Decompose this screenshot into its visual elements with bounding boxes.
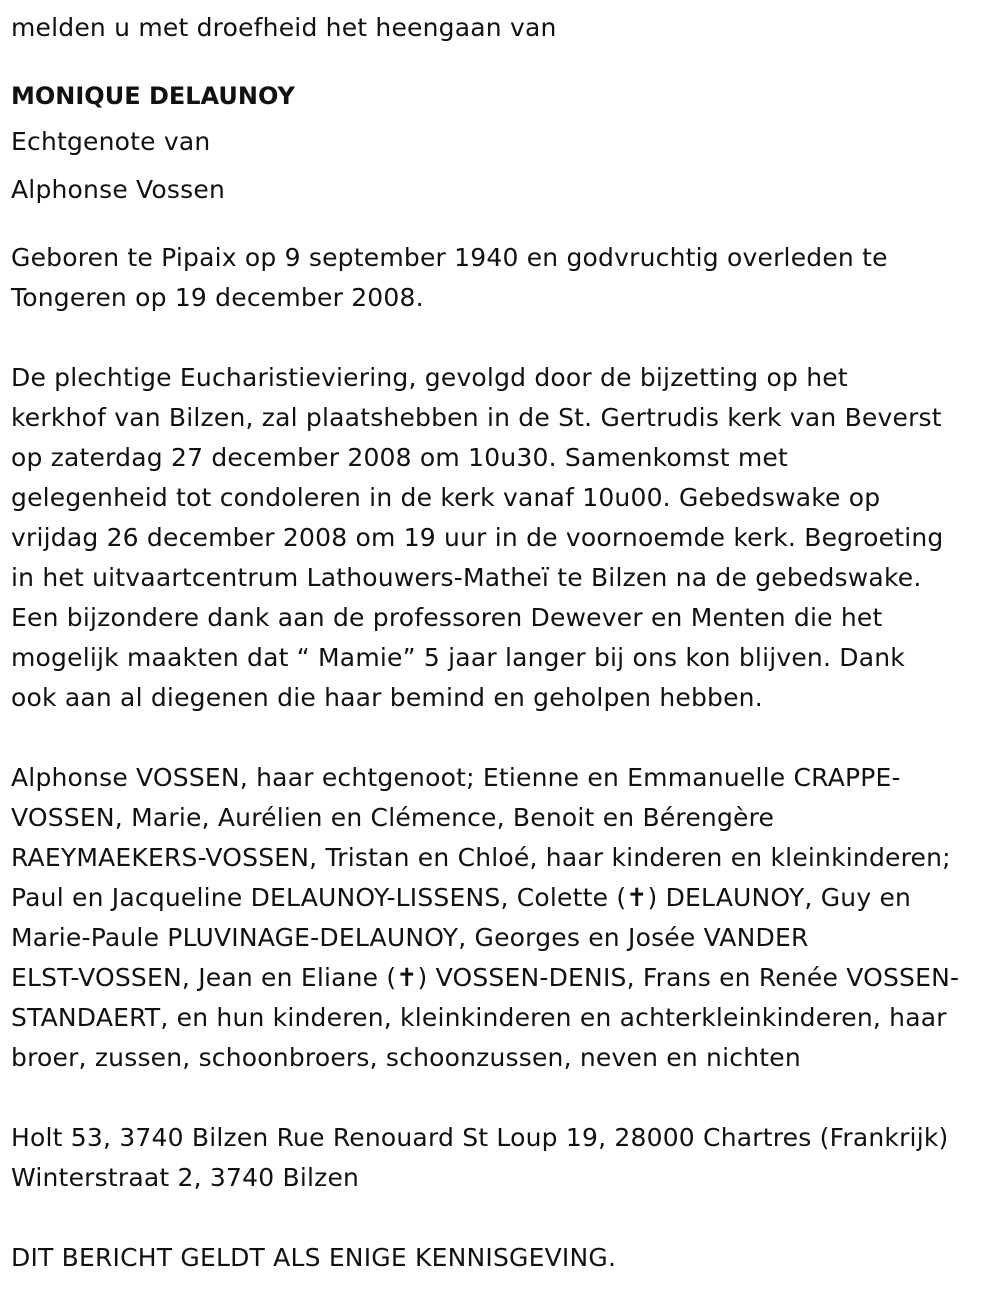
address-line: Holt 53, 3740 Bilzen Rue Renouard St Loup 19, 28000 Chartres (Frankrijk) (11, 1123, 949, 1152)
deceased-name: MONIQUE DELAUNOY (11, 82, 295, 110)
ceremony-line: ook aan al diegenen die haar bemind en geholpen hebben. (11, 683, 763, 712)
family-line: Marie-Paule PLUVINAGE-DELAUNOY, Georges en Josée VANDER (11, 923, 809, 952)
ceremony-line: kerkhof van Bilzen, zal plaatshebben in de St. Gertrudis kerk van Beverst (11, 403, 942, 432)
ceremony-line: vrijdag 26 december 2008 om 19 uur in de voornoemde kerk. Begroeting (11, 523, 944, 552)
ceremony-line: De plechtige Eucharistieviering, gevolgd door de bijzetting op het (11, 363, 848, 392)
intro-line: melden u met droefheid het heengaan van (11, 13, 557, 42)
deceased-section (11, 74, 991, 214)
birth-death-line: Tongeren op 19 december 2008. (11, 283, 424, 312)
birth-death-line: Geboren te Pipaix op 9 september 1940 en godvruchtig overleden te (11, 243, 888, 272)
family-line: broer, zussen, schoonbroers, schoonzussen, neven en nichten (11, 1043, 801, 1072)
ceremony-line: in het uitvaartcentrum Lathouwers-Matheï te Bilzen na de gebedswake. (11, 563, 922, 592)
family-line: VOSSEN, Marie, Aurélien en Clémence, Benoit en Bérengère (11, 803, 775, 832)
closing-statement: DIT BERICHT GELDT ALS ENIGE KENNISGEVING. (11, 1243, 617, 1272)
ceremony-line: gelegenheid tot condoleren in de kerk vanaf 10u00. Gebedswake op (11, 483, 881, 512)
address-line: Winterstraat 2, 3740 Bilzen (11, 1163, 360, 1192)
ceremony-line: mogelijk maakten dat “ Mamie” 5 jaar langer bij ons kon blijven. Dank (11, 643, 905, 672)
family-line: ELST-VOSSEN, Jean en Eliane (✝) VOSSEN-DENIS, Frans en Renée VOSSEN- (11, 963, 960, 992)
family-line: Alphonse VOSSEN, haar echtgenoot; Etienne en Emmanuelle CRAPPE- (11, 763, 901, 792)
family-paragraph (11, 758, 991, 1078)
ceremony-line: Een bijzondere dank aan de professoren Dewever en Menten die het (11, 603, 883, 632)
ceremony-line: op zaterdag 27 december 2008 om 10u30. Samenkomst met (11, 443, 788, 472)
spouse-name: Alphonse Vossen (11, 175, 225, 204)
family-line: STANDAERT, en hun kinderen, kleinkinderen en achterkleinkinderen, haar (11, 1003, 947, 1032)
family-line: Paul en Jacqueline DELAUNOY-LISSENS, Colette (✝) DELAUNOY, Guy en (11, 883, 912, 912)
addresses-paragraph (11, 1118, 991, 1198)
death-notice (11, 8, 991, 1278)
ceremony-paragraph (11, 358, 991, 718)
family-line: RAEYMAEKERS-VOSSEN, Tristan en Chloé, haar kinderen en kleinkinderen; (11, 843, 951, 872)
birth-death-paragraph (11, 238, 991, 318)
relation-label: Echtgenote van (11, 127, 211, 156)
